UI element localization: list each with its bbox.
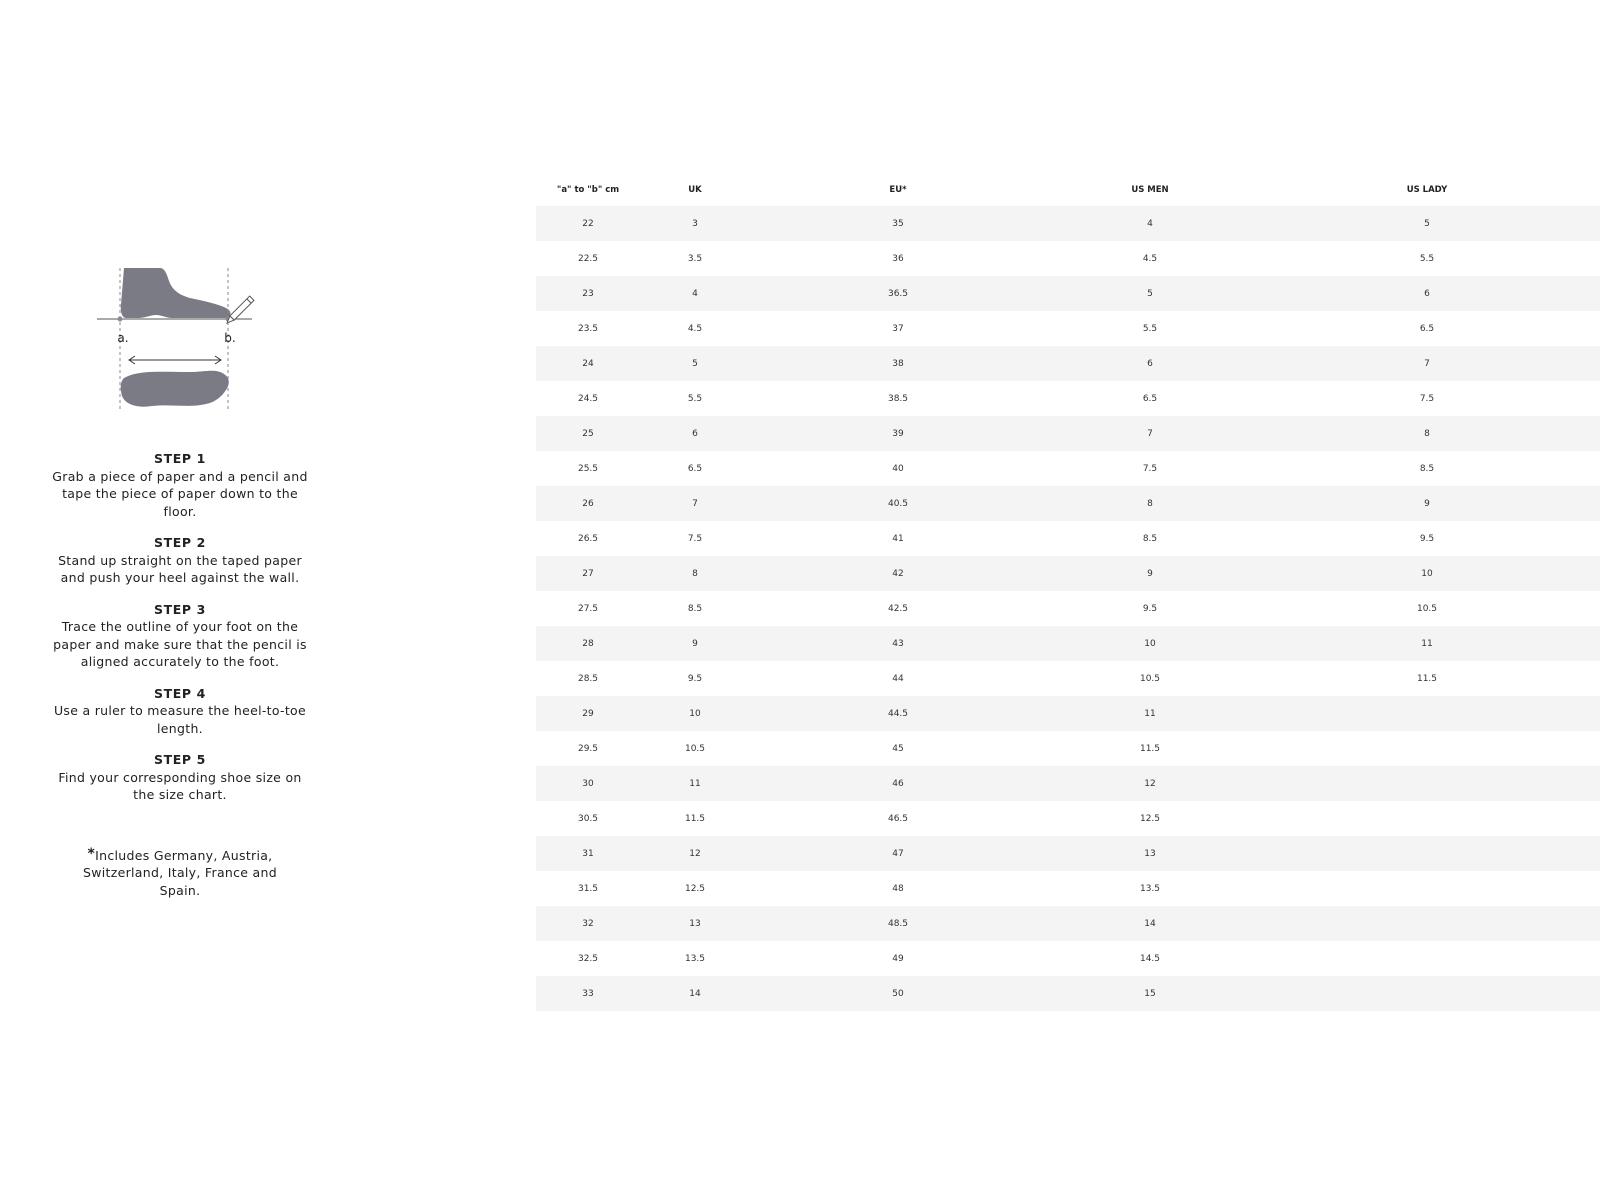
table-row [536,766,1600,801]
cell-us-men: 10.5 [1046,661,1254,696]
cell-us-lady [1254,941,1600,976]
table-row [536,521,1600,556]
cell-uk: 9 [640,626,750,661]
cell-uk: 10 [640,696,750,731]
cell-eu: 42.5 [750,591,1046,626]
cell-eu: 50 [750,976,1046,1011]
cell-cm: 23.5 [536,311,640,346]
cell-eu: 46.5 [750,801,1046,836]
cell-uk: 9.5 [640,661,750,696]
table-row [536,346,1600,381]
cell-eu: 41 [750,521,1046,556]
cell-eu: 38 [750,346,1046,381]
cell-us-lady: 6.5 [1254,311,1600,346]
cell-eu: 49 [750,941,1046,976]
cell-eu: 48.5 [750,906,1046,941]
cell-cm: 28.5 [536,661,640,696]
cell-cm: 25.5 [536,451,640,486]
cell-us-lady [1254,906,1600,941]
size-chart-body [536,206,1600,1011]
header-eu: EU* [889,185,907,195]
foot-measuring-illustration [40,260,320,420]
cell-cm: 27 [536,556,640,591]
cell-us-lady [1254,731,1600,766]
cell-cm: 33 [536,976,640,1011]
cell-eu: 42 [750,556,1046,591]
cell-us-lady [1254,836,1600,871]
cell-eu: 46 [750,766,1046,801]
cell-cm: 32 [536,906,640,941]
cell-cm: 29 [536,696,640,731]
step-text: Use a ruler to measure the heel-to-toe length. [53,703,306,736]
cell-uk: 4 [640,276,750,311]
cell-cm: 25 [536,416,640,451]
cell-cm: 30.5 [536,801,640,836]
step-item [40,450,320,520]
cell-us-lady [1254,801,1600,836]
label-b: b. [224,331,236,345]
cell-uk: 12.5 [640,871,750,906]
table-row [536,241,1600,276]
cell-eu: 45 [750,731,1046,766]
table-row [536,276,1600,311]
cell-us-men: 4 [1046,206,1254,241]
header-us-lady: US LADY [1406,185,1448,195]
cell-us-lady: 7 [1254,346,1600,381]
table-row [536,486,1600,521]
cell-uk: 14 [640,976,750,1011]
cell-us-men: 11.5 [1046,731,1254,766]
cell-us-men: 11 [1046,696,1254,731]
cell-cm: 24 [536,346,640,381]
step-title: STEP 1 [154,451,206,466]
cell-us-men: 9 [1046,556,1254,591]
table-row [536,416,1600,451]
cell-us-lady: 7.5 [1254,381,1600,416]
cell-eu: 40 [750,451,1046,486]
cell-uk: 10.5 [640,731,750,766]
header-uk: UK [688,185,702,195]
table-row [536,801,1600,836]
cell-us-lady: 5 [1254,206,1600,241]
table-row [536,556,1600,591]
cell-eu: 37 [750,311,1046,346]
step-title: STEP 4 [154,685,206,701]
footnote-text: Includes Germany, Austria, Switzerland, Italy, France and Spain. [83,847,277,898]
cell-cm: 24.5 [536,381,640,416]
step-text: Find your corresponding shoe size on the size chart. [58,769,302,802]
step-item [40,685,320,738]
cell-uk: 4.5 [640,311,750,346]
cell-us-lady: 10 [1254,556,1600,591]
table-row [536,451,1600,486]
cell-uk: 11.5 [640,801,750,836]
cell-uk: 3.5 [640,241,750,276]
cell-us-lady [1254,696,1600,731]
cell-us-men: 6.5 [1046,381,1254,416]
cell-eu: 44 [750,661,1046,696]
table-row [536,731,1600,766]
size-chart-table [536,174,1600,1011]
cell-eu: 48 [750,871,1046,906]
cell-eu: 36 [750,241,1046,276]
step-title: STEP 2 [154,535,206,550]
cell-uk: 5 [640,346,750,381]
cell-cm: 29.5 [536,731,640,766]
cell-uk: 13.5 [640,941,750,976]
table-row [536,941,1600,976]
cell-cm: 22 [536,206,640,241]
cell-cm: 30 [536,766,640,801]
cell-uk: 11 [640,766,750,801]
steps-list [40,450,320,899]
cell-cm: 22.5 [536,241,640,276]
cell-eu: 38.5 [750,381,1046,416]
cell-us-men: 13.5 [1046,871,1254,906]
header-cm: "a" to "b" cm [556,185,620,195]
header-us-men: US MEN [1131,185,1169,195]
table-row [536,591,1600,626]
step-item [40,601,320,671]
cell-us-men: 7 [1046,416,1254,451]
cell-eu: 35 [750,206,1046,241]
foot-top-view [121,371,229,407]
cell-uk: 7.5 [640,521,750,556]
cell-us-lady: 6 [1254,276,1600,311]
cell-us-lady [1254,871,1600,906]
cell-eu: 39 [750,416,1046,451]
table-row [536,906,1600,941]
step-text: Trace the outline of your foot on the paper and make sure that the pencil is aligned accurately to the foot. [53,619,307,669]
footnote-asterisk: * [87,845,96,862]
cell-eu: 47 [750,836,1046,871]
cell-uk: 7 [640,486,750,521]
cell-us-lady [1254,766,1600,801]
cell-uk: 12 [640,836,750,871]
cell-us-lady: 11 [1254,626,1600,661]
table-row [536,836,1600,871]
cell-cm: 31 [536,836,640,871]
table-row [536,696,1600,731]
cell-us-men: 4.5 [1046,241,1254,276]
label-a: a. [117,331,129,345]
cell-us-men: 8.5 [1046,521,1254,556]
cell-us-lady: 9 [1254,486,1600,521]
cell-uk: 6.5 [640,451,750,486]
cell-us-lady [1254,976,1600,1011]
length-arrow-icon [129,356,221,364]
cell-us-men: 8 [1046,486,1254,521]
step-text: Stand up straight on the taped paper and push your heel against the wall. [58,552,302,585]
cell-us-men: 10 [1046,626,1254,661]
cell-us-lady: 9.5 [1254,521,1600,556]
cell-eu: 44.5 [750,696,1046,731]
step-title: STEP 3 [154,601,206,617]
cell-us-lady: 8.5 [1254,451,1600,486]
point-a-marker [118,317,123,322]
cell-cm: 31.5 [536,871,640,906]
cell-us-men: 13 [1046,836,1254,871]
cell-uk: 6 [640,416,750,451]
table-header-row [536,174,1600,206]
table-row [536,626,1600,661]
cell-us-men: 9.5 [1046,591,1254,626]
cell-us-men: 5.5 [1046,311,1254,346]
cell-us-men: 12 [1046,766,1254,801]
footnote [40,846,320,900]
table-row [536,311,1600,346]
cell-cm: 26.5 [536,521,640,556]
cell-uk: 8.5 [640,591,750,626]
table-row [536,206,1600,241]
cell-cm: 26 [536,486,640,521]
step-item [40,751,320,804]
cell-us-men: 5 [1046,276,1254,311]
cell-uk: 13 [640,906,750,941]
table-row [536,976,1600,1011]
cell-uk: 3 [640,206,750,241]
cell-us-men: 6 [1046,346,1254,381]
table-row [536,381,1600,416]
step-title: STEP 5 [154,752,206,767]
cell-cm: 32.5 [536,941,640,976]
cell-uk: 5.5 [640,381,750,416]
cell-us-lady: 5.5 [1254,241,1600,276]
cell-us-men: 12.5 [1046,801,1254,836]
step-item [40,534,320,587]
cell-eu: 40.5 [750,486,1046,521]
cell-us-lady: 10.5 [1254,591,1600,626]
cell-us-men: 7.5 [1046,451,1254,486]
table-row [536,661,1600,696]
table-row [536,871,1600,906]
cell-us-lady: 8 [1254,416,1600,451]
step-text: Grab a piece of paper and a pencil and tape the piece of paper down to the floor. [52,468,308,519]
foot-side-view [121,268,231,318]
cell-uk: 8 [640,556,750,591]
cell-us-men: 14 [1046,906,1254,941]
cell-us-men: 15 [1046,976,1254,1011]
cell-cm: 23 [536,276,640,311]
cell-eu: 36.5 [750,276,1046,311]
cell-us-lady: 11.5 [1254,661,1600,696]
cell-cm: 28 [536,626,640,661]
cell-us-men: 14.5 [1046,941,1254,976]
cell-eu: 43 [750,626,1046,661]
cell-cm: 27.5 [536,591,640,626]
